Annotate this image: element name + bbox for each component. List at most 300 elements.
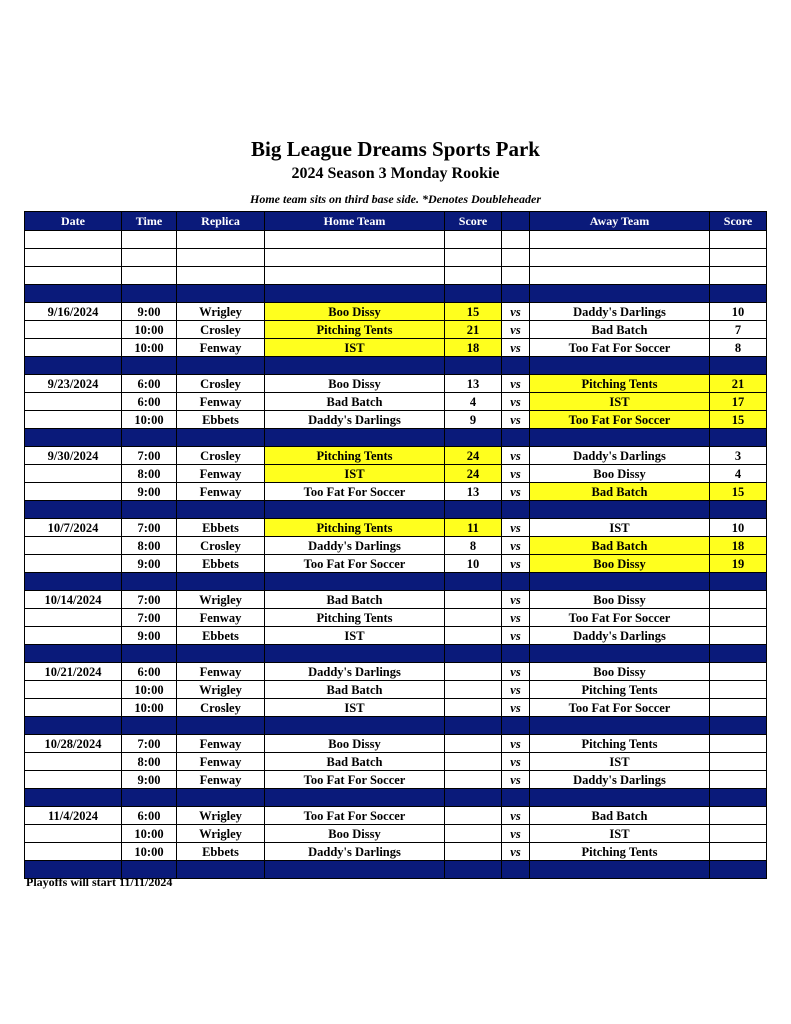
time-cell: 8:00 xyxy=(122,465,177,483)
home-team-cell: Too Fat For Soccer xyxy=(265,771,445,789)
vs-cell: vs xyxy=(502,609,530,627)
separator-cell xyxy=(502,645,530,663)
blank-row xyxy=(25,231,767,249)
game-row xyxy=(25,681,767,699)
separator-cell xyxy=(710,573,767,591)
col-header-time: Time xyxy=(122,212,177,231)
home-score-cell xyxy=(445,807,502,825)
away-team-cell: Daddy's Darlings xyxy=(530,627,710,645)
home-score-cell xyxy=(445,843,502,861)
blank-cell xyxy=(177,231,265,249)
game-row xyxy=(25,699,767,717)
home-team-cell: IST xyxy=(265,339,445,357)
separator-cell xyxy=(502,573,530,591)
game-row xyxy=(25,609,767,627)
game-row xyxy=(25,537,767,555)
replica-cell: Crosley xyxy=(177,321,265,339)
away-score-cell xyxy=(710,663,767,681)
vs-cell: vs xyxy=(502,555,530,573)
separator-cell xyxy=(177,501,265,519)
date-cell xyxy=(25,771,122,789)
home-team-cell: IST xyxy=(265,627,445,645)
schedule-body xyxy=(25,231,767,879)
time-cell: 9:00 xyxy=(122,627,177,645)
away-score-cell xyxy=(710,681,767,699)
col-header-away-team: Away Team xyxy=(530,212,710,231)
time-cell: 7:00 xyxy=(122,591,177,609)
game-row xyxy=(25,555,767,573)
away-score-cell xyxy=(710,735,767,753)
separator-cell xyxy=(25,285,122,303)
time-cell: 9:00 xyxy=(122,555,177,573)
replica-cell: Fenway xyxy=(177,483,265,501)
away-team-cell: Daddy's Darlings xyxy=(530,771,710,789)
date-cell xyxy=(25,411,122,429)
separator-cell xyxy=(530,501,710,519)
home-score-cell: 24 xyxy=(445,465,502,483)
home-score-cell: 11 xyxy=(445,519,502,537)
page-subtitle: 2024 Season 3 Monday Rookie xyxy=(291,165,500,182)
time-cell: 8:00 xyxy=(122,537,177,555)
away-team-cell: Pitching Tents xyxy=(530,735,710,753)
date-cell xyxy=(25,627,122,645)
separator-cell xyxy=(25,717,122,735)
home-score-cell xyxy=(445,609,502,627)
date-cell: 10/14/2024 xyxy=(25,591,122,609)
separator-cell xyxy=(265,573,445,591)
home-score-cell xyxy=(445,591,502,609)
vs-cell: vs xyxy=(502,699,530,717)
replica-cell: Wrigley xyxy=(177,825,265,843)
separator-cell xyxy=(177,357,265,375)
separator-cell xyxy=(177,429,265,447)
blank-cell xyxy=(530,267,710,285)
blank-cell xyxy=(502,267,530,285)
away-score-cell: 4 xyxy=(710,465,767,483)
separator-cell xyxy=(710,861,767,879)
separator-cell xyxy=(502,285,530,303)
vs-cell: vs xyxy=(502,321,530,339)
away-score-cell: 8 xyxy=(710,339,767,357)
date-cell: 9/30/2024 xyxy=(25,447,122,465)
home-score-cell: 9 xyxy=(445,411,502,429)
game-row xyxy=(25,465,767,483)
replica-cell: Fenway xyxy=(177,609,265,627)
home-score-cell: 15 xyxy=(445,303,502,321)
game-row xyxy=(25,411,767,429)
blank-cell xyxy=(265,249,445,267)
game-row xyxy=(25,735,767,753)
blank-cell xyxy=(710,267,767,285)
time-cell: 9:00 xyxy=(122,303,177,321)
replica-cell: Fenway xyxy=(177,663,265,681)
separator-cell xyxy=(177,285,265,303)
home-team-cell: Bad Batch xyxy=(265,753,445,771)
separator-cell xyxy=(530,357,710,375)
blank-cell xyxy=(25,249,122,267)
away-score-cell xyxy=(710,843,767,861)
separator-cell xyxy=(25,501,122,519)
separator-cell xyxy=(502,501,530,519)
replica-cell: Fenway xyxy=(177,735,265,753)
separator-cell xyxy=(25,429,122,447)
time-cell: 8:00 xyxy=(122,753,177,771)
home-score-cell: 21 xyxy=(445,321,502,339)
separator-cell xyxy=(122,429,177,447)
vs-cell: vs xyxy=(502,591,530,609)
home-score-cell: 24 xyxy=(445,447,502,465)
separator-cell xyxy=(710,717,767,735)
separator-cell xyxy=(25,573,122,591)
home-team-cell: Bad Batch xyxy=(265,393,445,411)
date-cell xyxy=(25,537,122,555)
date-cell: 11/4/2024 xyxy=(25,807,122,825)
away-team-cell: Bad Batch xyxy=(530,483,710,501)
vs-cell: vs xyxy=(502,735,530,753)
separator-cell xyxy=(25,645,122,663)
vs-cell: vs xyxy=(502,483,530,501)
game-row xyxy=(25,339,767,357)
game-row xyxy=(25,825,767,843)
separator-cell xyxy=(265,357,445,375)
home-team-cell: Too Fat For Soccer xyxy=(265,807,445,825)
game-row xyxy=(25,627,767,645)
separator-cell xyxy=(502,357,530,375)
header-row xyxy=(25,212,767,231)
blank-cell xyxy=(445,231,502,249)
playoffs-note: Playoffs will start 11/11/2024 xyxy=(26,875,173,889)
separator-cell xyxy=(265,285,445,303)
away-team-cell: IST xyxy=(530,753,710,771)
page-title: Big League Dreams Sports Park xyxy=(251,137,540,161)
away-team-cell: Bad Batch xyxy=(530,321,710,339)
blank-cell xyxy=(25,267,122,285)
home-team-cell: IST xyxy=(265,699,445,717)
separator-cell xyxy=(265,645,445,663)
vs-cell: vs xyxy=(502,339,530,357)
home-score-cell: 10 xyxy=(445,555,502,573)
time-cell: 6:00 xyxy=(122,393,177,411)
game-row xyxy=(25,843,767,861)
separator-cell xyxy=(177,717,265,735)
replica-cell: Ebbets xyxy=(177,519,265,537)
separator-cell xyxy=(502,429,530,447)
replica-cell: Fenway xyxy=(177,465,265,483)
blank-row xyxy=(25,249,767,267)
game-row xyxy=(25,483,767,501)
separator-cell xyxy=(710,285,767,303)
home-team-cell: Daddy's Darlings xyxy=(265,537,445,555)
col-header-away-score: Score xyxy=(710,212,767,231)
separator-cell xyxy=(445,789,502,807)
separator-cell xyxy=(445,861,502,879)
date-cell xyxy=(25,339,122,357)
away-team-cell: IST xyxy=(530,825,710,843)
replica-cell: Crosley xyxy=(177,699,265,717)
blank-cell xyxy=(177,249,265,267)
date-cell xyxy=(25,843,122,861)
separator-cell xyxy=(530,573,710,591)
separator-cell xyxy=(265,717,445,735)
blank-cell xyxy=(177,267,265,285)
separator-cell xyxy=(445,717,502,735)
home-team-cell: Pitching Tents xyxy=(265,519,445,537)
separator-cell xyxy=(530,789,710,807)
away-team-cell: Boo Dissy xyxy=(530,555,710,573)
separator-cell xyxy=(445,501,502,519)
separator-cell xyxy=(445,573,502,591)
time-cell: 6:00 xyxy=(122,807,177,825)
vs-cell: vs xyxy=(502,663,530,681)
vs-cell: vs xyxy=(502,753,530,771)
home-team-cell: Daddy's Darlings xyxy=(265,843,445,861)
separator-cell xyxy=(710,429,767,447)
away-team-cell: Pitching Tents xyxy=(530,681,710,699)
blank-row xyxy=(25,267,767,285)
separator-cell xyxy=(530,717,710,735)
away-team-cell: Boo Dissy xyxy=(530,663,710,681)
replica-cell: Ebbets xyxy=(177,627,265,645)
replica-cell: Fenway xyxy=(177,753,265,771)
blank-cell xyxy=(25,231,122,249)
replica-cell: Fenway xyxy=(177,339,265,357)
time-cell: 10:00 xyxy=(122,321,177,339)
date-cell: 10/21/2024 xyxy=(25,663,122,681)
home-team-cell: Bad Batch xyxy=(265,681,445,699)
time-cell: 7:00 xyxy=(122,519,177,537)
home-score-cell xyxy=(445,753,502,771)
home-team-cell: Too Fat For Soccer xyxy=(265,483,445,501)
separator-cell xyxy=(122,501,177,519)
page-note: Home team sits on third base side. *Denotes Doubleheader xyxy=(250,192,541,206)
date-cell xyxy=(25,321,122,339)
replica-cell: Wrigley xyxy=(177,681,265,699)
time-cell: 10:00 xyxy=(122,411,177,429)
blank-cell xyxy=(122,231,177,249)
date-cell xyxy=(25,555,122,573)
away-team-cell: Pitching Tents xyxy=(530,375,710,393)
away-team-cell: Too Fat For Soccer xyxy=(530,699,710,717)
time-cell: 10:00 xyxy=(122,825,177,843)
vs-cell: vs xyxy=(502,681,530,699)
separator-cell xyxy=(502,861,530,879)
replica-cell: Wrigley xyxy=(177,303,265,321)
separator-cell xyxy=(530,861,710,879)
date-cell: 10/7/2024 xyxy=(25,519,122,537)
game-row xyxy=(25,519,767,537)
away-score-cell: 18 xyxy=(710,537,767,555)
date-cell xyxy=(25,483,122,501)
away-team-cell: IST xyxy=(530,393,710,411)
home-team-cell: Pitching Tents xyxy=(265,447,445,465)
home-team-cell: Bad Batch xyxy=(265,591,445,609)
separator-cell xyxy=(710,789,767,807)
date-cell: 10/28/2024 xyxy=(25,735,122,753)
away-score-cell: 15 xyxy=(710,483,767,501)
away-score-cell: 15 xyxy=(710,411,767,429)
schedule-table xyxy=(24,211,767,879)
away-score-cell xyxy=(710,771,767,789)
time-cell: 7:00 xyxy=(122,735,177,753)
vs-cell: vs xyxy=(502,771,530,789)
home-score-cell: 4 xyxy=(445,393,502,411)
vs-cell: vs xyxy=(502,375,530,393)
date-cell xyxy=(25,609,122,627)
away-score-cell: 10 xyxy=(710,519,767,537)
blank-cell xyxy=(265,231,445,249)
home-team-cell: Boo Dissy xyxy=(265,735,445,753)
blank-cell xyxy=(445,249,502,267)
vs-cell: vs xyxy=(502,393,530,411)
separator-cell xyxy=(122,573,177,591)
separator-cell xyxy=(265,789,445,807)
home-score-cell xyxy=(445,663,502,681)
away-team-cell: Pitching Tents xyxy=(530,843,710,861)
time-cell: 9:00 xyxy=(122,771,177,789)
away-score-cell: 7 xyxy=(710,321,767,339)
away-score-cell: 21 xyxy=(710,375,767,393)
blank-cell xyxy=(710,231,767,249)
time-cell: 6:00 xyxy=(122,663,177,681)
blank-cell xyxy=(502,249,530,267)
week-separator xyxy=(25,645,767,663)
time-cell: 10:00 xyxy=(122,699,177,717)
game-row xyxy=(25,663,767,681)
separator-cell xyxy=(122,645,177,663)
vs-cell: vs xyxy=(502,519,530,537)
time-cell: 10:00 xyxy=(122,843,177,861)
away-score-cell xyxy=(710,807,767,825)
col-header-date: Date xyxy=(25,212,122,231)
away-score-cell: 3 xyxy=(710,447,767,465)
away-score-cell xyxy=(710,591,767,609)
time-cell: 7:00 xyxy=(122,447,177,465)
replica-cell: Wrigley xyxy=(177,591,265,609)
away-team-cell: Daddy's Darlings xyxy=(530,447,710,465)
away-score-cell: 17 xyxy=(710,393,767,411)
home-team-cell: Boo Dissy xyxy=(265,303,445,321)
vs-cell: vs xyxy=(502,825,530,843)
separator-cell xyxy=(122,285,177,303)
away-team-cell: Bad Batch xyxy=(530,807,710,825)
blank-cell xyxy=(122,249,177,267)
away-team-cell: Boo Dissy xyxy=(530,465,710,483)
home-score-cell: 13 xyxy=(445,375,502,393)
away-score-cell: 19 xyxy=(710,555,767,573)
separator-cell xyxy=(265,861,445,879)
home-score-cell xyxy=(445,735,502,753)
separator-cell xyxy=(122,789,177,807)
replica-cell: Wrigley xyxy=(177,807,265,825)
date-cell: 9/16/2024 xyxy=(25,303,122,321)
home-score-cell: 18 xyxy=(445,339,502,357)
game-row xyxy=(25,321,767,339)
blank-cell xyxy=(502,231,530,249)
blank-cell xyxy=(265,267,445,285)
away-score-cell xyxy=(710,753,767,771)
date-cell xyxy=(25,465,122,483)
away-team-cell: Bad Batch xyxy=(530,537,710,555)
vs-cell: vs xyxy=(502,447,530,465)
separator-cell xyxy=(25,789,122,807)
separator-cell xyxy=(530,429,710,447)
separator-cell xyxy=(177,789,265,807)
separator-cell xyxy=(265,429,445,447)
separator-cell xyxy=(265,501,445,519)
week-separator xyxy=(25,789,767,807)
replica-cell: Crosley xyxy=(177,375,265,393)
separator-cell xyxy=(177,861,265,879)
col-header-replica: Replica xyxy=(177,212,265,231)
date-cell xyxy=(25,681,122,699)
week-separator xyxy=(25,573,767,591)
separator-cell xyxy=(177,573,265,591)
game-row xyxy=(25,771,767,789)
separator-cell xyxy=(122,717,177,735)
away-team-cell: IST xyxy=(530,519,710,537)
separator-cell xyxy=(710,357,767,375)
game-row xyxy=(25,753,767,771)
home-team-cell: Boo Dissy xyxy=(265,375,445,393)
game-row xyxy=(25,303,767,321)
replica-cell: Ebbets xyxy=(177,555,265,573)
date-cell xyxy=(25,825,122,843)
home-team-cell: IST xyxy=(265,465,445,483)
game-row xyxy=(25,591,767,609)
away-team-cell: Too Fat For Soccer xyxy=(530,339,710,357)
separator-cell xyxy=(25,357,122,375)
date-cell xyxy=(25,393,122,411)
time-cell: 7:00 xyxy=(122,609,177,627)
game-row xyxy=(25,447,767,465)
week-separator xyxy=(25,501,767,519)
replica-cell: Ebbets xyxy=(177,411,265,429)
separator-cell xyxy=(445,285,502,303)
week-separator xyxy=(25,717,767,735)
separator-cell xyxy=(122,357,177,375)
vs-cell: vs xyxy=(502,303,530,321)
vs-cell: vs xyxy=(502,537,530,555)
home-team-cell: Daddy's Darlings xyxy=(265,663,445,681)
home-team-cell: Pitching Tents xyxy=(265,321,445,339)
home-team-cell: Too Fat For Soccer xyxy=(265,555,445,573)
vs-cell: vs xyxy=(502,465,530,483)
game-row xyxy=(25,393,767,411)
away-team-cell: Too Fat For Soccer xyxy=(530,411,710,429)
game-row xyxy=(25,375,767,393)
blank-cell xyxy=(710,249,767,267)
separator-cell xyxy=(530,645,710,663)
home-score-cell xyxy=(445,771,502,789)
blank-cell xyxy=(530,249,710,267)
separator-cell xyxy=(445,429,502,447)
away-score-cell xyxy=(710,825,767,843)
separator-cell xyxy=(445,645,502,663)
away-score-cell xyxy=(710,699,767,717)
away-team-cell: Daddy's Darlings xyxy=(530,303,710,321)
separator-cell xyxy=(710,501,767,519)
vs-cell: vs xyxy=(502,627,530,645)
date-cell xyxy=(25,699,122,717)
time-cell: 10:00 xyxy=(122,339,177,357)
blank-cell xyxy=(445,267,502,285)
home-score-cell: 8 xyxy=(445,537,502,555)
home-score-cell xyxy=(445,825,502,843)
replica-cell: Fenway xyxy=(177,771,265,789)
home-score-cell xyxy=(445,681,502,699)
replica-cell: Fenway xyxy=(177,393,265,411)
replica-cell: Ebbets xyxy=(177,843,265,861)
